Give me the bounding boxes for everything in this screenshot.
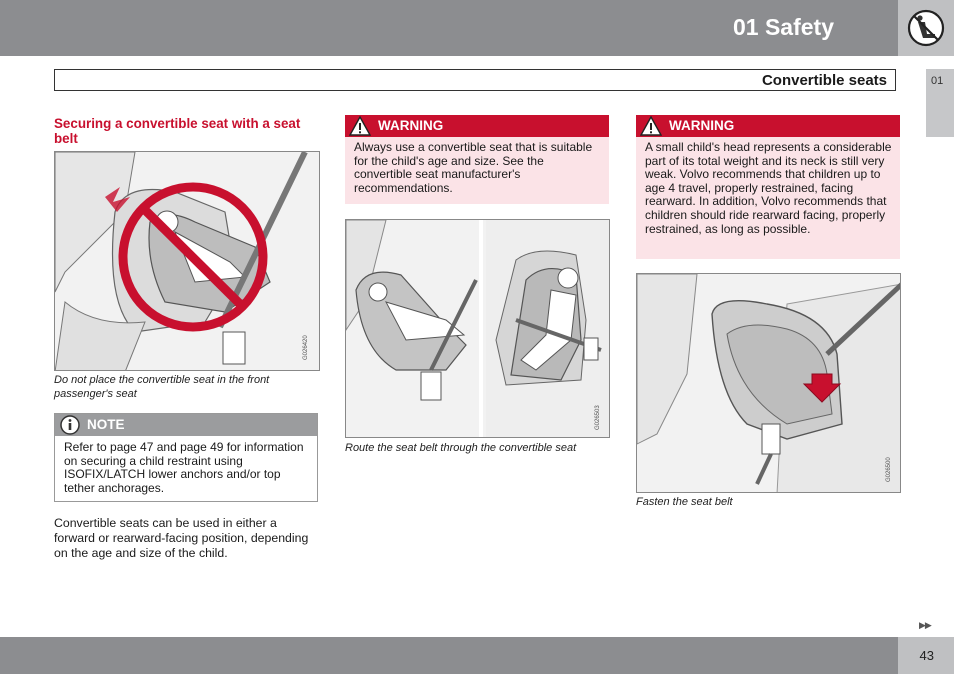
info-icon [60, 415, 80, 435]
warning-triangle-icon [349, 116, 371, 136]
note-box [54, 413, 318, 502]
chapter-icon-box [898, 0, 954, 56]
note-text: Refer to page 47 and page 49 for information on securing a child restraint using ISOFIX/LATCH lower anchors and/or top tether anchorages. [64, 440, 304, 495]
page-number-box [898, 637, 954, 674]
figure-code: G026500 [886, 457, 892, 482]
page-number: 43 [919, 648, 934, 663]
figure-fasten-belt [636, 273, 901, 493]
front-seat-prohibited-illustration [55, 152, 320, 371]
figure-caption: Do not place the convertible seat in the front passenger's seat [54, 374, 270, 400]
body-paragraph: Convertible seats can be used in either a forward or rearward-facing position, depending on the age and size of the child. [54, 516, 309, 560]
note-header [55, 414, 317, 436]
figure-belt-routing [345, 219, 610, 438]
footer-bar [0, 637, 898, 674]
figure-code: G026420 [303, 335, 309, 360]
chapter-side-tab [926, 69, 954, 137]
figure-caption: Route the seat belt through the convertible seat [345, 442, 577, 454]
warning-text: Always use a convertible seat that is suitable for the child's age and size. See the convertible seat manufacturer's recommendations. [354, 140, 593, 195]
figure-caption: Fasten the seat belt [636, 496, 733, 508]
warning-header [345, 115, 609, 137]
chapter-side-tab-label: 01 [931, 75, 944, 87]
warning-header [636, 115, 900, 137]
warning-text: A small child's head represents a considerable part of its total weight and its neck is still very weak. Volvo recommends that children up to age 4 travel, properly restrained, facing rearward. In addition, Volvo recommends that children should ride rearward facing, properly restrained, as long as possible. [645, 140, 892, 236]
chapter-title: 01 Safety [732, 14, 834, 40]
warning-triangle-icon [640, 116, 662, 136]
section-title: Convertible seats [761, 72, 887, 89]
fasten-belt-illustration [637, 274, 901, 493]
child-seat-safety-icon [898, 0, 954, 56]
note-label: NOTE [87, 417, 125, 432]
warning-box-2 [636, 115, 900, 259]
figure-code: G026503 [595, 405, 601, 430]
warning-label: WARNING [669, 118, 735, 133]
warning-label: WARNING [378, 118, 444, 133]
belt-routing-illustration [346, 220, 610, 438]
warning-box-1 [345, 115, 609, 204]
subsection-heading: Securing a convertible seat with a seat belt [54, 116, 301, 146]
figure-front-seat-prohibited [54, 151, 320, 371]
header-bar [0, 0, 898, 56]
next-page-arrows-icon: ▶▶ [919, 620, 931, 630]
section-heading-box [54, 69, 896, 91]
